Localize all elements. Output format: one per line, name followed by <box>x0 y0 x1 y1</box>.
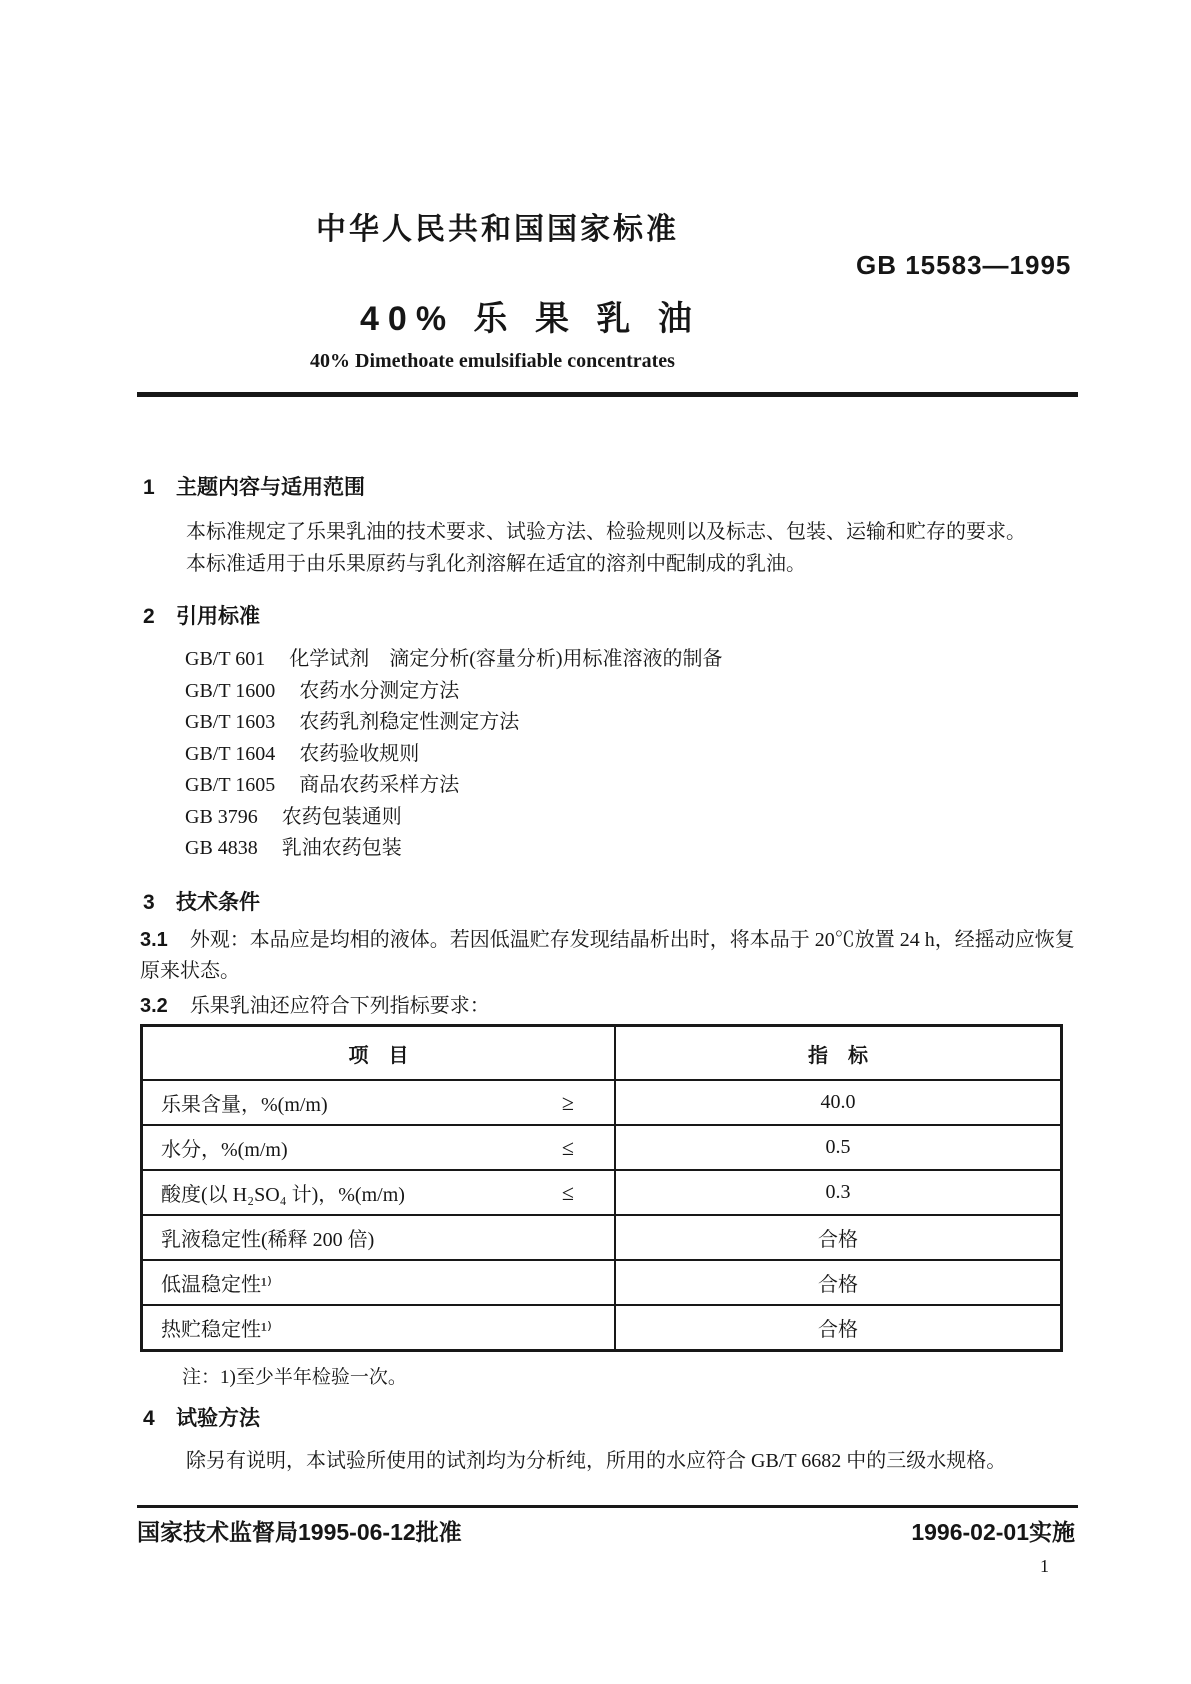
reference-title: 农药包装通则 <box>281 805 402 828</box>
standard-label: 中华人民共和国国家标准 <box>316 213 679 246</box>
table-row <box>143 1304 1060 1349</box>
standard-code: GB 15583—1995 <box>856 250 1072 280</box>
table-header-value: 指 标 <box>808 1044 868 1067</box>
reference-title: 农药水分测定方法 <box>299 679 460 702</box>
table-cell-value: 合格 <box>818 1274 858 1296</box>
table-footnote: 注：1)至少半年检验一次。 <box>182 1367 407 1388</box>
section-4-title: 试验方法 <box>176 1407 260 1430</box>
reference-title: 农药验收规则 <box>299 742 420 765</box>
reference-item <box>185 739 723 771</box>
reference-item <box>185 644 723 676</box>
table-cell-item <box>143 1261 616 1304</box>
clause-3-2 <box>140 991 1090 1022</box>
table-row <box>143 1259 1060 1304</box>
table-row <box>143 1124 1060 1169</box>
table-cell-value: 合格 <box>818 1319 858 1341</box>
table-cell-value: 合格 <box>818 1229 858 1251</box>
section-4-paragraph-1: 除另有说明，本试验所使用的试剂均为分析纯，所用的水应符合 GB/T 6682 中的三级水规格。 <box>186 1450 1007 1472</box>
item-label: 乐果含量，%(m/m) <box>161 1094 328 1116</box>
section-4-number: 4 <box>143 1407 155 1430</box>
relation-symbol: ≥ <box>561 1089 574 1115</box>
reference-title: 乳油农药包装 <box>281 837 402 859</box>
document-title-english: 40% Dimethoate emulsifiable concentrates <box>310 350 675 372</box>
section-2-heading <box>143 600 260 630</box>
section-2-number: 2 <box>143 605 155 628</box>
approval-notice: 国家技术监督局1995-06-12批准 <box>137 1519 462 1545</box>
reference-code: GB/T 1600 <box>185 679 276 702</box>
table-row <box>143 1169 1060 1214</box>
item-label: 水分，%(m/m) <box>161 1139 288 1161</box>
table-cell-item <box>143 1306 616 1349</box>
reference-code: GB 3796 <box>185 805 258 828</box>
table-row <box>143 1214 1060 1259</box>
implementation-notice: 1996-02-01实施 <box>911 1519 1075 1545</box>
reference-item <box>185 707 723 739</box>
section-1-number: 1 <box>143 476 155 499</box>
table-cell-item <box>143 1216 616 1259</box>
section-3-title: 技术条件 <box>176 891 260 914</box>
spec-table <box>140 1024 1063 1352</box>
footer-rule <box>137 1505 1078 1508</box>
table-cell-value: 40.0 <box>820 1091 856 1113</box>
section-4-heading <box>143 1402 260 1432</box>
table-header-row <box>143 1027 1060 1079</box>
reference-code: GB/T 1603 <box>185 711 276 733</box>
reference-list <box>185 644 723 865</box>
clause-3-1 <box>140 925 1090 987</box>
item-label: 低温稳定性¹⁾ <box>161 1274 272 1296</box>
relation-symbol: ≤ <box>561 1134 574 1160</box>
table-cell-item <box>143 1126 616 1169</box>
document-title: 40% 乐 果 乳 油 <box>360 300 701 338</box>
clause-3-2-number: 3.2 <box>140 995 168 1017</box>
reference-code: GB/T 601 <box>185 648 266 670</box>
clause-3-1-text: 外观：本品应是均相的液体。若因低温贮存发现结晶析出时，将本品于 20℃放置 24 h，经摇动应恢复原来状态。 <box>140 929 1075 982</box>
page-number: 1 <box>1040 1556 1049 1576</box>
clause-3-1-number: 3.1 <box>140 929 168 951</box>
reference-code: GB/T 1604 <box>185 742 276 765</box>
item-label: 酸度(以 H₂SO₄ 计)，%(m/m) <box>161 1184 405 1206</box>
clause-3-2-text: 乐果乳油还应符合下列指标要求： <box>189 995 490 1017</box>
item-label: 热贮稳定性¹⁾ <box>161 1319 272 1341</box>
section-1-heading <box>143 471 365 501</box>
table-cell-value: 0.5 <box>825 1136 851 1158</box>
section-3-heading <box>143 886 260 916</box>
item-label: 乳液稳定性(稀释 200 倍) <box>161 1229 375 1251</box>
section-2-title: 引用标准 <box>176 605 260 628</box>
section-1-paragraph-2: 本标准适用于由乐果原药与乳化剂溶解在适宜的溶剂中配制成的乳油。 <box>186 553 806 575</box>
table-cell-item <box>143 1171 616 1214</box>
table-row <box>143 1079 1060 1124</box>
table-header-item: 项 目 <box>143 1027 616 1079</box>
header-rule <box>137 392 1078 397</box>
table-cell-item <box>143 1081 616 1124</box>
relation-symbol: ≤ <box>561 1179 574 1205</box>
reference-title: 化学试剂 滴定分析(容量分析)用标准溶液的制备 <box>289 648 723 670</box>
reference-item <box>185 676 723 708</box>
reference-code: GB 4838 <box>185 837 258 859</box>
reference-title: 商品农药采样方法 <box>299 774 460 796</box>
section-1-title: 主题内容与适用范围 <box>176 476 365 499</box>
reference-item <box>185 802 723 834</box>
reference-item <box>185 770 723 802</box>
reference-item <box>185 833 723 865</box>
table-cell-value: 0.3 <box>825 1181 851 1203</box>
section-1-paragraph-1: 本标准规定了乐果乳油的技术要求、试验方法、检验规则以及标志、包装、运输和贮存的要求。 <box>186 521 1026 543</box>
reference-title: 农药乳剂稳定性测定方法 <box>299 711 520 733</box>
section-3-number: 3 <box>143 891 155 914</box>
reference-code: GB/T 1605 <box>185 774 276 796</box>
